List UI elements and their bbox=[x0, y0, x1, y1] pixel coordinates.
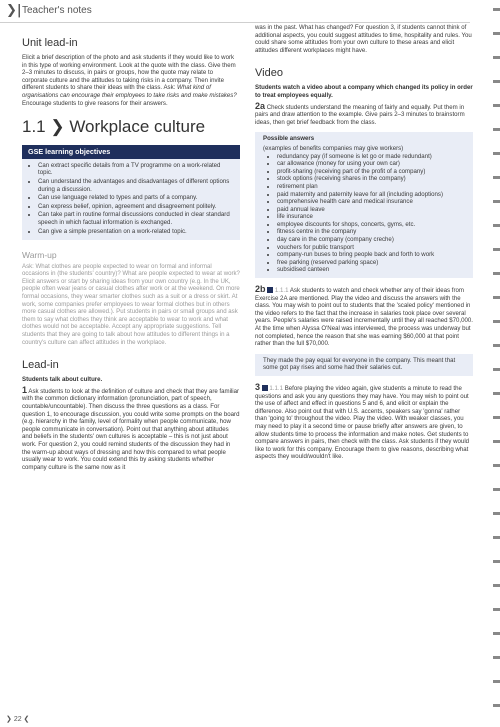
side-tab-mark bbox=[493, 8, 500, 11]
answer-item: • retirement plan bbox=[277, 183, 461, 191]
gse-item: • Can take part in routine formal discussions conducted in clear standard speech in which factual information is exchanged. bbox=[38, 211, 234, 226]
answers-list bbox=[263, 153, 467, 275]
answer-item: • comprehensive health care and medical insurance bbox=[277, 198, 461, 206]
gse-item: • Can extract specific details from a TV programme on a work-related topic. bbox=[38, 162, 234, 177]
side-tab-mark bbox=[493, 224, 500, 227]
side-tab-mark bbox=[493, 56, 500, 59]
leadin-title: Lead-in bbox=[22, 359, 59, 372]
answer-item: • paid maternity and paternity leave for all (including adoptions) bbox=[277, 191, 461, 199]
side-tab-mark bbox=[493, 344, 500, 347]
gse-item: • Can use language related to types and parts of a company. bbox=[38, 194, 234, 202]
possible-answers-box bbox=[255, 132, 473, 278]
side-tab-mark bbox=[493, 440, 500, 443]
side-tab-mark bbox=[493, 296, 500, 299]
continued-text: was in the past. What has changed? For question 3, if students cannot think of additional aspects, you could suggest attitudes to time, hospitality and rules. You could share some attitudes from your own culture to these areas and elicit attitudes different workplaces might have. bbox=[255, 24, 472, 54]
side-tab-mark bbox=[493, 512, 500, 515]
answer-item: • fitness centre in the company bbox=[277, 228, 461, 236]
gse-item: • Can understand the advantages and disadvantages of different options during a discussion. bbox=[38, 178, 234, 193]
warm-up-section bbox=[22, 252, 240, 346]
side-tab-mark bbox=[493, 152, 500, 155]
answer-item: • redundancy pay (if someone is let go or made redundant) bbox=[277, 153, 461, 161]
exercise-number: 1 bbox=[22, 384, 28, 395]
answer-text: They made the pay equal for everyone in the company. This meant that some got pay rises and some had their salaries cut. bbox=[263, 356, 456, 372]
exercise-3: 3 1.1.1 Before playing the video again, give students a minute to read the questions and ask you any questions they may have. You may wish to point out the use of affect and effect in questions 5 and 6, and elicit or explain the difference. Also point out that with U.S. accents, speakers say 'gonna' rather than 'going to' throughout the video. Play the video. With weaker classes, you may need to play it a second time or pause briefly after answers are given, to allow students time to process the information and make notes. Get students to compare answers in pairs, then check with the class. Ask students if they would like to work for this company. Encourage them to give reasons, describing what aspects they would/wouldn't like. bbox=[255, 381, 470, 461]
exercise-number: 3 bbox=[255, 381, 261, 392]
video-subtitle: Students watch a video about a company which changed its policy in order to treat employees equally. bbox=[255, 84, 473, 99]
video-title: Video bbox=[255, 67, 283, 80]
answer-item: • day care in the company (company creche) bbox=[277, 236, 461, 244]
gse-item: • Can express belief, opinion, agreement and disagreement politely. bbox=[38, 203, 234, 211]
side-tab-mark bbox=[493, 416, 500, 419]
answers-title: Possible answers bbox=[263, 135, 315, 143]
answer-item: • life insurance bbox=[277, 213, 461, 221]
exercise-1: 1 Ask students to look at the definition of culture and check that they are familiar with the common dictionary information (pronunciation, part of speech, countable/uncountable). Then discuss the three questions as a class. For question 1, to encourage discussion, you could write some prompts on the board (e.g. hierarchy in the family, level of formality when people communicate, how people communicate in conversation). Point out that anything about attitudes and beliefs in the students' own cultures is acceptable – this is not just about work. For question 2, you could remind students of the discussion they had in the warm-up about ways of dressing and how this compared to what people usually wear to work. You could extend this by asking students whether company culture is the same now as it bbox=[22, 384, 240, 471]
side-tab-mark bbox=[493, 680, 500, 683]
answer-item: • free parking (reserved parking space) bbox=[277, 259, 461, 267]
side-tab-mark bbox=[493, 488, 500, 491]
gse-item: • Can give a simple presentation on a work-related topic. bbox=[38, 228, 234, 236]
video-icon bbox=[262, 385, 268, 391]
answer-item: • employee discounts for shops, concerts, gyms, etc. bbox=[277, 221, 461, 229]
answer-item: • stock options (receiving shares in the company) bbox=[277, 175, 461, 183]
side-tab-mark bbox=[493, 272, 500, 275]
answer-item: • car allowance (money for using your own car) bbox=[277, 160, 461, 168]
side-tab-mark bbox=[493, 608, 500, 611]
warm-up-text: Ask: What clothes are people expected to wear on formal and informal occasions in (the students' country)? What are people expected to wear at work? Elicit answers or start by sharing ideas from your own country (e.g. In the UK, people often wear jeans or casual clothes after work or at the weekend. On more formal occasions, they wear smarter clothes such as a suit or a dress or skirt. At work, some companies prefer employees to wear formal clothes but in others more casual clothes are allowed.). Put students in pairs or small groups and ask them to say what clothes they think are acceptable to wear to work and what clothes would not be acceptable. Accept any appropriate suggestions. Tell students that they are going to talk about how attitudes to different things in a country's culture can affect attitudes in the workplace. bbox=[22, 262, 240, 346]
video-icon bbox=[267, 287, 273, 293]
exercise-2a: 2a Check students understand the meaning of fairly and equally. Put them in pairs and draw attention to the example. Give pairs 2–3 minutes to brainstorm ideas, then get brief feedback from the class. bbox=[255, 100, 465, 126]
exercise-number: 2a bbox=[255, 100, 266, 111]
gse-list bbox=[22, 162, 240, 235]
gse-title: GSE learning objectives bbox=[22, 145, 240, 159]
side-tab-strip bbox=[493, 0, 500, 727]
answers-intro: (examples of benefits companies may give workers) bbox=[263, 144, 404, 152]
side-tab-mark bbox=[493, 368, 500, 371]
leadin-subtitle: Students talk about culture. bbox=[22, 376, 103, 384]
answer-item: • vouchers for public transport bbox=[277, 244, 461, 252]
unit-leadin-title: Unit lead-in bbox=[22, 37, 78, 49]
chevron-bar-icon: ❯| bbox=[6, 3, 22, 18]
side-tab-mark bbox=[493, 200, 500, 203]
left-column bbox=[22, 24, 240, 474]
side-tab-mark bbox=[493, 248, 500, 251]
warm-up-title: Warm-up bbox=[22, 250, 57, 261]
answer-item: • subsidised canteen bbox=[277, 266, 461, 274]
side-tab-mark bbox=[493, 104, 500, 107]
answer-item: • profit-sharing (receiving part of the profit of a company) bbox=[277, 168, 461, 176]
gse-box bbox=[22, 145, 240, 240]
side-tab-mark bbox=[493, 128, 500, 131]
right-column bbox=[255, 24, 473, 464]
side-tab-mark bbox=[493, 536, 500, 539]
video-cue: 1.1.1 bbox=[269, 384, 283, 392]
exercise-number: 2b bbox=[255, 284, 266, 295]
answer-box-2b bbox=[255, 354, 473, 376]
side-tab-mark bbox=[493, 392, 500, 395]
exercise-2b: 2b 1.1.1 Ask students to watch and check whether any of their ideas from Exercise 2A are mentioned. Play the video and discuss the answers with the class. You may wish to point out to students that the 'scaled policy' mentioned in the video refers to the fact that the increase in salaries took place over several years. People's salaries were raised incrementally until they all reached $70,000. At the time when Alyssa O'Neal was interviewed, the process was underway but not completed, hence the reason that she was earning $60,000 at that point rather than the full $70,000. bbox=[255, 284, 473, 348]
section-title: 1.1 ❯ Workplace culture bbox=[22, 117, 206, 137]
answer-item: • company-run buses to bring people back and forth to work bbox=[277, 251, 461, 259]
side-tab-mark bbox=[493, 464, 500, 467]
unit-leadin-text: Elicit a brief description of the photo and ask students if they would like to work in this type of working environment. Look at the quote with the class. Give them 2–3 minutes to discuss, in pairs or groups, how the quote may relate to corporate culture and the attitudes to taking risks in a company. Then invite different students to share their ideas with the class. Ask: What kind of organisations can encourage their employees to take risks and make mistakes? Encourage students to give reasons for their answers. bbox=[22, 54, 237, 107]
side-tab-mark bbox=[493, 176, 500, 179]
video-cue: 1.1.1 bbox=[274, 287, 289, 295]
side-tab-mark bbox=[493, 560, 500, 563]
side-tab-mark bbox=[493, 632, 500, 635]
header-rule bbox=[0, 22, 470, 23]
side-tab-mark bbox=[493, 32, 500, 35]
side-tab-mark bbox=[493, 584, 500, 587]
page-header bbox=[0, 0, 500, 24]
page-number: ❯ 22 ❮ bbox=[6, 716, 30, 723]
side-tab-mark bbox=[493, 704, 500, 707]
side-tab-mark bbox=[493, 656, 500, 659]
side-tab-mark bbox=[493, 80, 500, 83]
header-title: Teacher's notes bbox=[22, 5, 92, 16]
answer-item: • paid annual leave bbox=[277, 206, 461, 214]
side-tab-mark bbox=[493, 320, 500, 323]
